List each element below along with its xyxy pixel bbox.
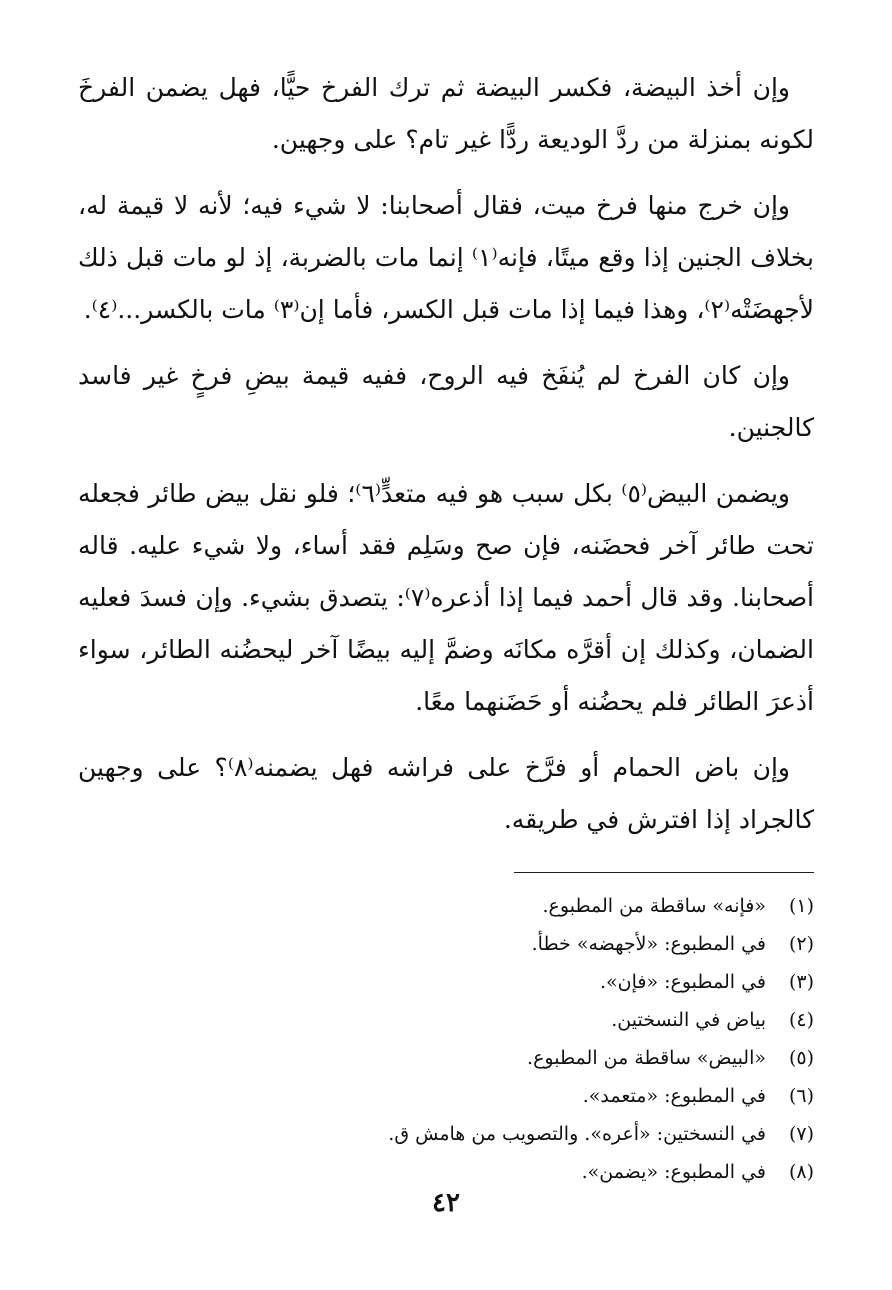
footnote-text: في المطبوع: «فإن». <box>599 971 766 993</box>
footnote-number: (١) <box>788 895 814 917</box>
footnote-divider <box>514 872 814 873</box>
page-content <box>78 62 814 1191</box>
footnote-item <box>78 1001 814 1039</box>
page-number: ٤٢ <box>432 1188 460 1218</box>
footnote-item <box>78 887 814 925</box>
footnote-text: «فإنه» ساقطة من المطبوع. <box>542 895 766 917</box>
footnote-item <box>78 1115 814 1153</box>
footnote-number: (٣) <box>788 971 814 993</box>
body-paragraph: ويضمن البيض⁽٥⁾ بكل سبب هو فيه متعدٍّ⁽٦⁾؛ فلو نقل بيض طائر فجعله تحت طائر آخر فحضَنه، فإن صح وسَلِم فقد أساء، ولا شيء عليه. قاله أصحابنا. وقد قال أحمد فيما إذا أذعره⁽٧⁾: يتصدق بشيء. وإن فسدَ فعليه الضمان، وكذلك إن أقرَّه مكانَه وضمَّ إليه بيضًا آخر ليحضُنه الطائر، سواء أذعرَ الطائر فلم يحضُنه أو حَضَنهما معًا. <box>78 479 814 716</box>
footnote-text: في المطبوع: «لأجهضه» خطأ. <box>531 933 766 955</box>
footnote-number: (٧) <box>788 1123 814 1145</box>
footnote-item <box>78 925 814 963</box>
body-paragraph: وإن باض الحمام أو فرَّخ على فراشه فهل يضمنه⁽٨⁾؟ على وجهين كالجراد إذا افترش في طريقه. <box>78 753 814 834</box>
footnote-text: «البيض» ساقطة من المطبوع. <box>527 1047 766 1069</box>
footnote-number: (٦) <box>788 1085 814 1107</box>
body-paragraph: وإن كان الفرخ لم يُنفَخ فيه الروح، ففيه قيمة بيضِ فرخٍ غير فاسد كالجنين. <box>78 361 814 442</box>
footnote-list <box>78 887 814 1191</box>
footnote-number: (٤) <box>788 1009 814 1031</box>
body-paragraph: وإن أخذ البيضة، فكسر البيضة ثم ترك الفرخ حيًّا، فهل يضمن الفرخَ لكونه بمنزلة من ردَّ الوديعة ردًّا غير تام؟ على وجهين. <box>78 73 814 154</box>
footnote-text: بياض في النسختين. <box>611 1009 766 1031</box>
footnote-text: في المطبوع: «متعمد». <box>582 1085 766 1107</box>
footnote-number: (٥) <box>788 1047 814 1069</box>
footnote-text: في المطبوع: «يضمن». <box>581 1161 766 1183</box>
footnote-item <box>78 1077 814 1115</box>
footnote-number: (٨) <box>788 1161 814 1183</box>
footnote-item <box>78 963 814 1001</box>
footnote-number: (٢) <box>788 933 814 955</box>
footnote-text: في النسختين: «أعره». والتصويب من هامش ق. <box>388 1123 766 1145</box>
body-paragraph: وإن خرج منها فرخ ميت، فقال أصحابنا: لا شيء فيه؛ لأنه لا قيمة له، بخلاف الجنين إذا وقع ميتًا، فإنه⁽١⁾ إنما مات بالضربة، إذ لو مات قبل ذلك لأجهضَتْه⁽٢⁾، وهذا فيما إذا مات قبل الكسر، فأما إن⁽٣⁾ مات بالكسر...⁽٤⁾. <box>78 191 814 324</box>
footnote-item <box>78 1039 814 1077</box>
footnote-item <box>78 1153 814 1191</box>
